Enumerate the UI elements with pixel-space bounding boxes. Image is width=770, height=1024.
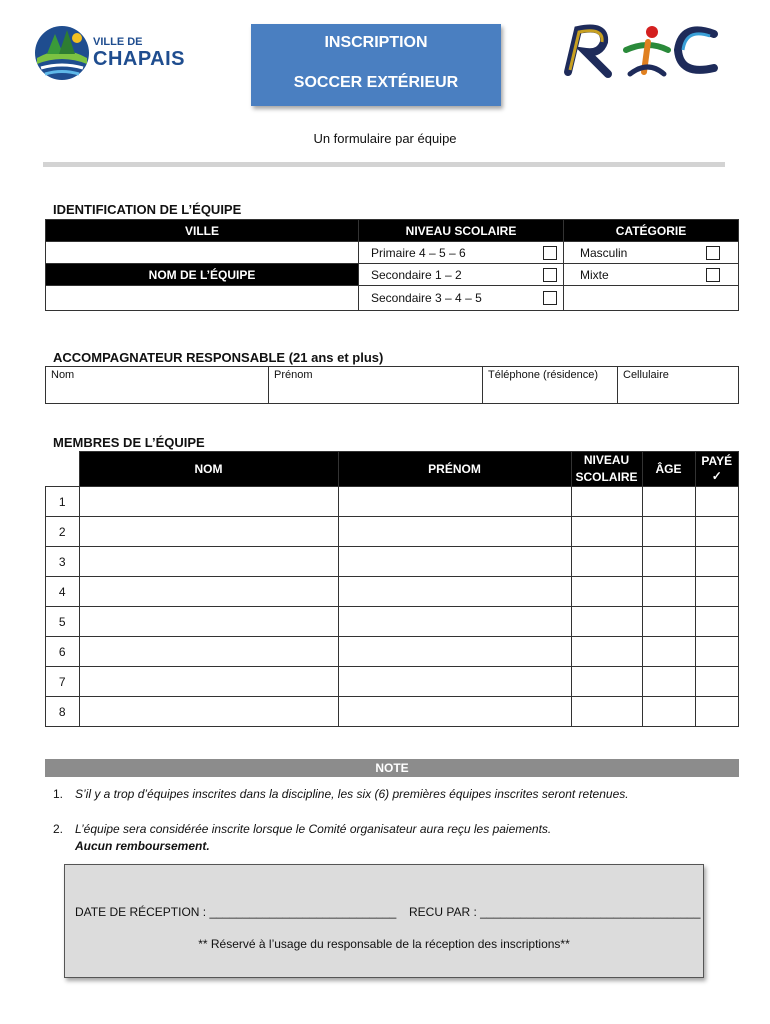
member-paye-cell[interactable] <box>695 487 739 517</box>
member-age-cell[interactable] <box>642 637 695 667</box>
logo-small-text: VILLE DE <box>93 36 143 48</box>
title-box <box>251 24 501 106</box>
col-categorie-header: CATÉGORIE <box>564 220 739 242</box>
member-nom-cell[interactable] <box>79 577 338 607</box>
row-number: 7 <box>46 667 80 697</box>
member-paye-cell[interactable] <box>695 667 739 697</box>
rac-logo-icon <box>556 20 721 82</box>
accompagnateur-cellulaire-field[interactable] <box>618 367 739 404</box>
niveau-option-primaire[interactable] <box>359 242 564 264</box>
table-row <box>46 487 739 517</box>
niveau-option-secondaire-1-2[interactable] <box>359 264 564 286</box>
section-title-identification: IDENTIFICATION DE L’ÉQUIPE <box>53 202 242 217</box>
categorie-label-mixte: Mixte <box>580 267 609 282</box>
member-prenom-cell[interactable] <box>338 607 571 637</box>
team-identification-table <box>45 219 739 311</box>
note-item-1 <box>53 787 629 801</box>
member-nom-cell[interactable] <box>79 547 338 577</box>
member-niveau-cell[interactable] <box>571 607 642 637</box>
member-age-cell[interactable] <box>642 547 695 577</box>
members-table <box>45 451 739 727</box>
row-number: 1 <box>46 487 80 517</box>
table-row <box>46 697 739 727</box>
table-row <box>46 547 739 577</box>
member-paye-cell[interactable] <box>695 607 739 637</box>
checkbox-secondaire-3-4-5[interactable] <box>543 291 557 305</box>
member-niveau-cell[interactable] <box>571 547 642 577</box>
member-nom-cell[interactable] <box>79 667 338 697</box>
date-reception-field[interactable]: DATE DE RÉCEPTION : ____________________________ <box>75 905 397 919</box>
section-title-membres: MEMBRES DE L’ÉQUIPE <box>53 435 205 450</box>
row-number: 2 <box>46 517 80 547</box>
checkmark-icon: ✓ <box>711 469 722 483</box>
note-item-2-bold: Aucun remboursement. <box>75 839 210 853</box>
member-niveau-cell[interactable] <box>571 517 642 547</box>
col-prenom-header: PRÉNOM <box>338 452 571 487</box>
member-prenom-cell[interactable] <box>338 667 571 697</box>
member-prenom-cell[interactable] <box>338 547 571 577</box>
niveau-label-secondaire-3-4-5: Secondaire 3 – 4 – 5 <box>371 291 482 305</box>
row-number: 3 <box>46 547 80 577</box>
section-title-accompagnateur: ACCOMPAGNATEUR RESPONSABLE (21 ans et plus) <box>53 350 384 365</box>
member-paye-cell[interactable] <box>695 637 739 667</box>
col-paye-label: PAYÉ <box>701 454 733 468</box>
reserve-note: ** Réservé à l’usage du responsable de la réception des inscriptions** <box>198 937 570 951</box>
nom-equipe-header: NOM DE L’ÉQUIPE <box>46 264 359 286</box>
title-line2: SOCCER EXTÉRIEUR <box>293 74 459 91</box>
member-age-cell[interactable] <box>642 517 695 547</box>
ville-field[interactable] <box>46 242 359 264</box>
reception-box <box>64 864 704 978</box>
col-niveau-line1: NIVEAU <box>583 453 630 467</box>
col-age-header: ÂGE <box>642 452 695 487</box>
member-paye-cell[interactable] <box>695 577 739 607</box>
checkbox-secondaire-1-2[interactable] <box>543 268 557 282</box>
checkbox-mixte[interactable] <box>706 268 720 282</box>
accompagnateur-nom-field[interactable] <box>46 367 269 404</box>
note-item-2 <box>53 822 551 836</box>
member-age-cell[interactable] <box>642 577 695 607</box>
member-nom-cell[interactable] <box>79 637 338 667</box>
member-prenom-cell[interactable] <box>338 577 571 607</box>
col-niveau-header: NIVEAU SCOLAIRE <box>359 220 564 242</box>
subtitle: Un formulaire par équipe <box>313 131 457 146</box>
rac-logo <box>556 20 721 82</box>
member-niveau-cell[interactable] <box>571 697 642 727</box>
member-niveau-cell[interactable] <box>571 577 642 607</box>
table-row <box>46 607 739 637</box>
ville-de-chapais-logo <box>33 24 203 82</box>
members-corner-cell <box>46 452 80 487</box>
member-age-cell[interactable] <box>642 697 695 727</box>
col-niveau-scolaire-header <box>571 452 642 487</box>
member-niveau-cell[interactable] <box>571 487 642 517</box>
table-row <box>46 667 739 697</box>
chapais-emblem-icon <box>33 24 91 82</box>
row-number: 4 <box>46 577 80 607</box>
row-number: 5 <box>46 607 80 637</box>
accompagnateur-prenom-label: Prénom <box>274 369 313 381</box>
note-item-1-text: S’il y a trop d’équipes inscrites dans la discipline, les six (6) premières équipes inscrites seront retenues. <box>75 787 629 801</box>
table-row <box>46 577 739 607</box>
accompagnateur-telephone-label: Téléphone (résidence) <box>488 369 599 381</box>
accompagnateur-prenom-field[interactable] <box>269 367 483 404</box>
note-item-2-number: 2. <box>53 822 64 836</box>
checkbox-masculin[interactable] <box>706 246 720 260</box>
member-age-cell[interactable] <box>642 487 695 517</box>
logo-big-text: CHAPAIS <box>93 48 186 70</box>
table-row <box>46 637 739 667</box>
reception-fields-line <box>75 905 700 919</box>
member-niveau-cell[interactable] <box>571 637 642 667</box>
member-prenom-cell[interactable] <box>338 487 571 517</box>
note-item-1-number: 1. <box>53 787 64 801</box>
member-paye-cell[interactable] <box>695 517 739 547</box>
accompagnateur-nom-label: Nom <box>51 369 75 381</box>
member-nom-cell[interactable] <box>79 697 338 727</box>
niveau-label-secondaire-1-2: Secondaire 1 – 2 <box>371 267 462 282</box>
col-nom-header: NOM <box>79 452 338 487</box>
member-paye-cell[interactable] <box>695 547 739 577</box>
member-nom-cell[interactable] <box>79 487 338 517</box>
accompagnateur-telephone-field[interactable] <box>483 367 618 404</box>
row-number: 8 <box>46 697 80 727</box>
col-niveau-line2: SCOLAIRE <box>575 470 638 484</box>
accompagnateur-cellulaire-label: Cellulaire <box>623 369 669 381</box>
categorie-empty-cell <box>564 286 739 311</box>
table-row <box>46 517 739 547</box>
row-number: 6 <box>46 637 80 667</box>
note-bar: NOTE <box>45 759 739 777</box>
member-prenom-cell[interactable] <box>338 697 571 727</box>
col-ville-header: VILLE <box>46 220 359 242</box>
member-age-cell[interactable] <box>642 607 695 637</box>
member-nom-cell[interactable] <box>79 517 338 547</box>
nom-equipe-field[interactable] <box>46 286 359 311</box>
member-niveau-cell[interactable] <box>571 667 642 697</box>
member-prenom-cell[interactable] <box>338 637 571 667</box>
member-age-cell[interactable] <box>642 667 695 697</box>
divider <box>43 162 725 167</box>
niveau-option-secondaire-3-4-5[interactable] <box>359 286 564 311</box>
categorie-option-mixte[interactable] <box>564 264 739 286</box>
categorie-option-masculin[interactable] <box>564 242 739 264</box>
checkbox-primaire[interactable] <box>543 246 557 260</box>
categorie-label-masculin: Masculin <box>580 245 628 260</box>
niveau-label-primaire: Primaire 4 – 5 – 6 <box>371 245 466 260</box>
note-item-2-text: L’équipe sera considérée inscrite lorsque le Comité organisateur aura reçu les paiements. <box>75 822 552 836</box>
col-paye-header <box>695 452 739 487</box>
title-line1: INSCRIPTION <box>324 34 428 51</box>
member-paye-cell[interactable] <box>695 697 739 727</box>
member-prenom-cell[interactable] <box>338 517 571 547</box>
accompagnateur-table <box>45 366 739 404</box>
recu-par-field[interactable]: RECU PAR : _________________________________ <box>409 905 701 919</box>
member-nom-cell[interactable] <box>79 607 338 637</box>
